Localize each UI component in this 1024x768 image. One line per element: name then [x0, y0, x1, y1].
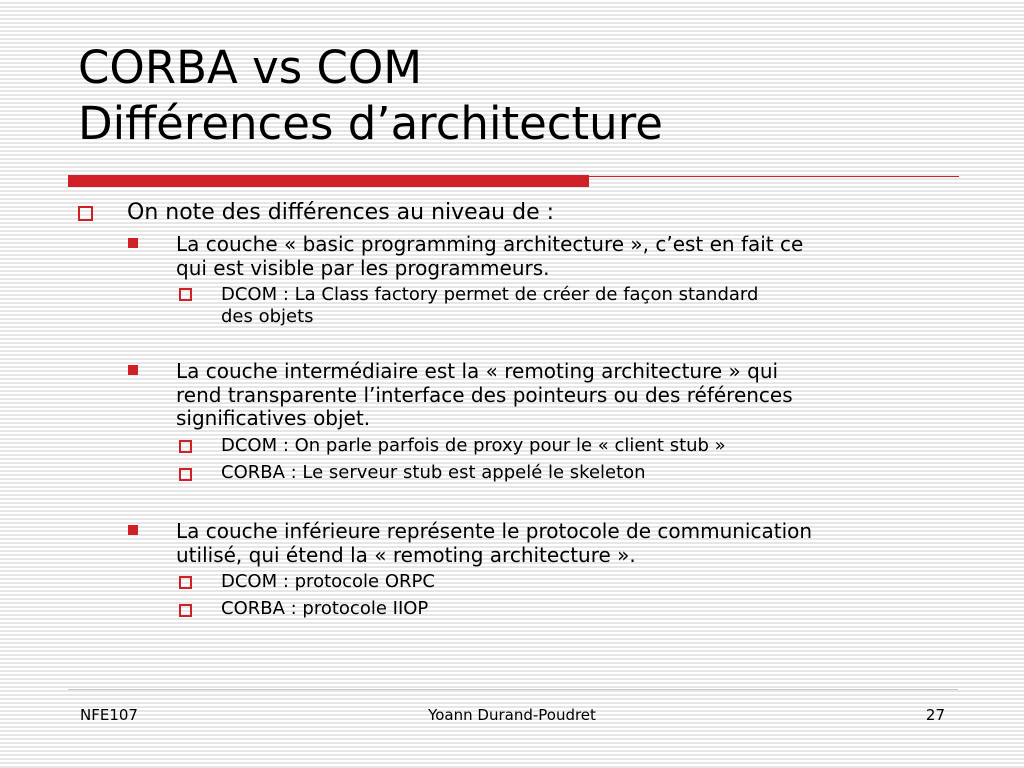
filled-square-bullet-icon: [128, 525, 138, 535]
title-line-1: CORBA vs COM: [78, 41, 423, 94]
section-2-line-2: rend transparente l’interface des pointeurs ou des références: [176, 383, 793, 407]
hollow-square-bullet-icon: [179, 604, 192, 617]
section-1-subitem-1-line-1: DCOM : La Class factory permet de créer de façon standard: [221, 284, 759, 305]
footer-course-code: NFE107: [80, 706, 138, 724]
section-2-line-1: La couche intermédiaire est la « remoting architecture » qui: [176, 359, 779, 383]
footer-author: Yoann Durand-Poudret: [428, 706, 596, 724]
section-1-line-1: La couche « basic programming architecture », c’est en fait ce: [176, 232, 804, 256]
title-underline-thin: [589, 176, 959, 177]
section-2-subitem-1: DCOM : On parle parfois de proxy pour le « client stub »: [221, 435, 726, 456]
section-2-subitem-2: CORBA : Le serveur stub est appelé le skeleton: [221, 462, 646, 483]
intro-bullet-text: On note des différences au niveau de :: [127, 200, 555, 225]
title-underline-bar: [68, 175, 589, 187]
section-3-subitem-2: CORBA : protocole IIOP: [221, 598, 429, 619]
section-3-line-2: utilisé, qui étend la « remoting architecture ».: [176, 543, 636, 567]
section-3-subitem-1: DCOM : protocole ORPC: [221, 571, 435, 592]
hollow-square-bullet-icon: [179, 440, 192, 453]
hollow-square-bullet-icon: [179, 576, 192, 589]
footer-divider: [68, 689, 958, 690]
section-1-subitem-1-line-2: des objets: [221, 306, 314, 327]
title-line-2: Différences d’architecture: [78, 97, 663, 150]
filled-square-bullet-icon: [128, 238, 138, 248]
footer-page-number: 27: [925, 706, 945, 724]
hollow-square-bullet-icon: [179, 288, 192, 301]
hollow-square-bullet-icon: [179, 468, 192, 481]
hollow-square-bullet-icon: [78, 206, 93, 221]
filled-square-bullet-icon: [128, 365, 138, 375]
slide-title: [78, 40, 978, 152]
section-2-line-3: significatives objet.: [176, 406, 371, 430]
section-3-line-1: La couche inférieure représente le protocole de communication: [176, 519, 813, 543]
section-1-line-2: qui est visible par les programmeurs.: [176, 256, 550, 280]
